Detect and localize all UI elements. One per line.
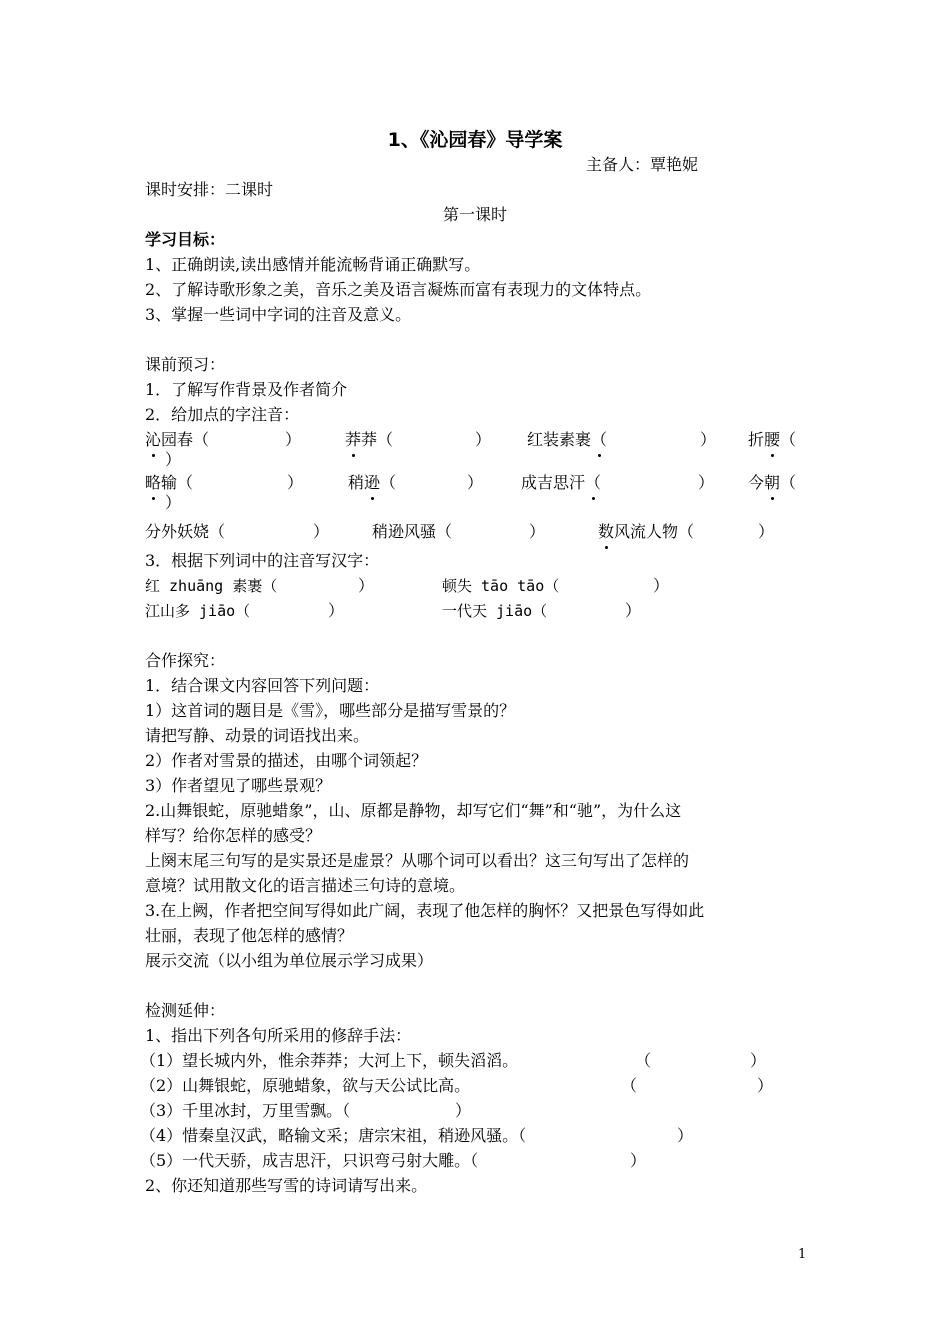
test-close: ） xyxy=(630,1151,647,1170)
write-item: 顿失 tāo tāo（ xyxy=(442,577,560,595)
preview-heading: 课前预习： xyxy=(145,355,226,374)
pinyin-item: 沁园春（ xyxy=(145,430,210,449)
test-question: 1、指出下列各句所采用的修辞手法： xyxy=(145,1026,412,1045)
pinyin-item: 稍逊（ xyxy=(348,473,397,492)
write-close: ） xyxy=(328,601,345,620)
schedule: 课时安排：二课时 xyxy=(145,180,274,199)
page-title: 1、《沁园春》导学案 xyxy=(387,129,563,151)
test-item-text: （3）千里冰封，万里雪飘。（ xyxy=(140,1101,351,1120)
explore-line: 1．结合课文内容回答下列问题： xyxy=(145,676,380,695)
test-item xyxy=(140,1076,815,1098)
pinyin-item: 莽莽（ xyxy=(345,430,394,449)
preview-question: 2．给加点的字注音： xyxy=(145,405,300,424)
pinyin-close: ） xyxy=(287,473,304,492)
pinyin-item: 成吉思汗（ xyxy=(521,473,602,492)
pinyin-item: 略输（ xyxy=(145,473,194,492)
pinyin-item: 今朝（ xyxy=(748,473,797,492)
emphasis-dot xyxy=(145,430,161,450)
explore-line: 2.山舞银蛇，原驰蜡象”，山、原都是静物，却写它们“舞”和“驰”，为什么这 xyxy=(145,801,682,820)
pinyin-row xyxy=(145,522,815,544)
write-close: ） xyxy=(653,576,670,595)
pinyin-close: ） xyxy=(165,493,182,512)
emphasis-dot xyxy=(591,430,607,450)
pinyin-item: 稍逊风骚（ xyxy=(372,522,453,541)
write-item: 红 zhuāng 素裹（ xyxy=(145,577,278,595)
emphasis-dot xyxy=(764,430,780,450)
pinyin-close: ） xyxy=(285,430,302,449)
test-item xyxy=(140,1101,815,1123)
test-open: （ xyxy=(635,1051,652,1070)
explore-line: 壮丽，表现了他怎样的感情？ xyxy=(145,926,354,945)
emphasis-dot xyxy=(598,522,614,542)
write-item: 江山多 jiāo（ xyxy=(145,602,251,620)
test-item-text: （2）山舞银蛇，原驰蜡象，欲与天公试比高。 xyxy=(140,1076,471,1095)
test-item-text: （5）一代天骄，成吉思汗，只识弯弓射大雕。（ xyxy=(140,1151,479,1170)
explore-line: 3.在上阙，作者把空间写得如此广阔，表现了他怎样的胸怀？又把景色写得如此 xyxy=(145,901,705,920)
test-item xyxy=(140,1151,815,1173)
pinyin-close: ） xyxy=(698,473,715,492)
explore-line: 展示交流（以小组为单位展示学习成果） xyxy=(145,951,434,970)
goal-item: 3、掌握一些词中字词的注音及意义。 xyxy=(145,305,412,324)
emphasis-dot xyxy=(345,430,361,450)
emphasis-dot xyxy=(364,473,380,493)
write-item: 一代天 jiāo（ xyxy=(442,602,548,620)
explore-line: 请把写静、动景的词语找出来。 xyxy=(145,726,370,745)
pinyin-item: 红装素裹（ xyxy=(527,430,608,449)
goals-heading: 学习目标： xyxy=(145,230,226,249)
pinyin-item: 分外妖娆（ xyxy=(145,522,226,541)
write-row xyxy=(145,576,815,598)
write-close: ） xyxy=(358,576,375,595)
pinyin-close: ） xyxy=(475,430,492,449)
goal-item: 1、正确朗读,读出感情并能流畅背诵正确默写。 xyxy=(145,255,481,274)
emphasis-dot xyxy=(764,473,780,493)
pinyin-close: ） xyxy=(700,430,717,449)
explore-line: 上阕末尾三句写的是实景还是虚景？从哪个词可以看出？这三句写出了怎样的 xyxy=(145,851,690,870)
explore-heading: 合作探究： xyxy=(145,651,226,670)
preparer: 主备人：覃艳妮 xyxy=(586,155,699,174)
test-item xyxy=(140,1051,815,1073)
test-close: ） xyxy=(455,1101,472,1120)
preview-question: 1．了解写作背景及作者简介 xyxy=(145,380,348,399)
test-close: ） xyxy=(757,1076,774,1095)
test-item xyxy=(140,1126,815,1148)
pinyin-close: ） xyxy=(758,522,775,541)
emphasis-dot xyxy=(585,473,601,493)
test-item-text: （1）望长城内外，惟余莽莽；大河上下，顿失滔滔。 xyxy=(140,1051,519,1070)
lesson-heading: 第一课时 xyxy=(442,205,507,224)
pinyin-close: ） xyxy=(165,450,182,469)
goal-item: 2、了解诗歌形象之美，音乐之美及语言凝炼而富有表现力的文体特点。 xyxy=(145,280,652,299)
test-close: ） xyxy=(750,1051,767,1070)
pinyin-item: 折腰（ xyxy=(748,430,797,449)
write-close: ） xyxy=(625,601,642,620)
pinyin-item: 数风流人物（ xyxy=(598,522,695,541)
test-heading: 检测延伸： xyxy=(145,1001,226,1020)
pinyin-row xyxy=(145,473,815,513)
explore-line: 意境？试用散文化的语言描述三句诗的意境。 xyxy=(145,876,466,895)
pinyin-close: ） xyxy=(467,473,484,492)
pinyin-close: ） xyxy=(313,522,330,541)
write-row xyxy=(145,601,815,623)
test-question: 2、你还知道那些写雪的诗词请写出来。 xyxy=(145,1176,428,1195)
page-number: 1 xyxy=(798,1247,807,1262)
explore-line: 2）作者对雪景的描述，由哪个词领起？ xyxy=(145,751,428,770)
explore-line: 1）这首词的题目是《雪》，哪些部分是描写雪景的？ xyxy=(145,701,516,720)
test-close: ） xyxy=(677,1126,694,1145)
test-open: （ xyxy=(621,1076,638,1095)
preview-question: 3．根据下列词中的注音写汉字： xyxy=(145,551,380,570)
explore-line: 3）作者望见了哪些景观？ xyxy=(145,776,332,795)
pinyin-close: ） xyxy=(529,522,546,541)
emphasis-dot xyxy=(145,473,161,493)
pinyin-row xyxy=(145,430,815,470)
test-item-text: （4）惜秦皇汉武，略输文采；唐宗宋祖，稍逊风骚。（ xyxy=(140,1126,527,1145)
explore-line: 样写？给你怎样的感受？ xyxy=(145,826,322,845)
